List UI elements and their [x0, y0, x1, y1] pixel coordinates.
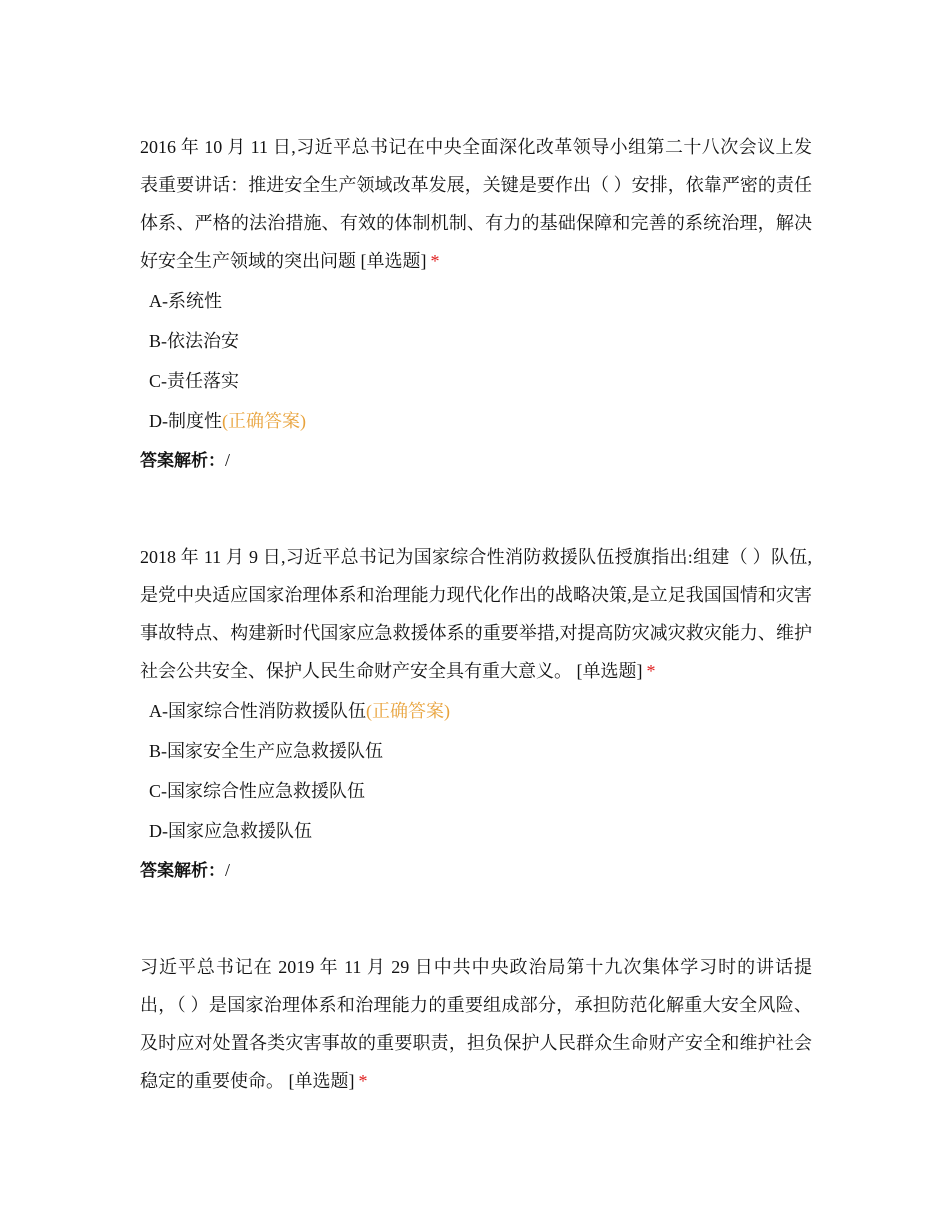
option-label: B-依法治安: [149, 331, 239, 351]
question-text: [140, 128, 812, 280]
required-marker: *: [430, 251, 440, 271]
option-label: D-国家应急救援队伍: [149, 821, 312, 841]
option-label: C-责任落实: [149, 371, 239, 391]
option-d[interactable]: [140, 401, 812, 441]
analysis-value: /: [225, 450, 231, 470]
option-label: A-系统性: [149, 291, 222, 311]
option-a[interactable]: [140, 281, 812, 321]
option-a[interactable]: [140, 691, 812, 731]
option-label: D-制度性: [149, 411, 222, 431]
correct-answer-tag: (正确答案): [222, 411, 306, 431]
question-stem: 2016 年 10 月 11 日,习近平总书记在中央全面深化改革领导小组第二十八次会议上发表重要讲话：推进安全生产领域改革发展，关键是要作出（ ）安排，依靠严密的责任体系、严格的法治措施、有效的体制机制、有力的基础保障和完善的系统治理，解决好安全生产领域的突出问题: [140, 137, 812, 271]
analysis-value: /: [225, 860, 231, 880]
option-b[interactable]: [140, 731, 812, 771]
question-stem: 2018 年 11 月 9 日,习近平总书记为国家综合性消防救援队伍授旗指出:组建（ ）队伍,是党中央适应国家治理体系和治理能力现代化作出的战略决策,是立足我国国情和灾害事故特点、构建新时代国家应急救援体系的重要举措,对提高防灾减灾救灾能力、维护社会公共安全、保护人民生命财产安全具有重大意义。: [140, 547, 812, 681]
answer-analysis: [140, 441, 812, 480]
correct-answer-tag: (正确答案): [366, 701, 450, 721]
option-c[interactable]: [140, 361, 812, 401]
option-d[interactable]: [140, 811, 812, 851]
question-text: [140, 948, 812, 1100]
options-list: [140, 691, 812, 851]
options-list: [140, 281, 812, 441]
option-label: C-国家综合性应急救援队伍: [149, 781, 365, 801]
question-stem: 习近平总书记在 2019 年 11 月 29 日中共中央政治局第十九次集体学习时的讲话提出，（ ）是国家治理体系和治理能力的重要组成部分，承担防范化解重大安全风险、及时应对处置各类灾害事故的重要职责，担负保护人民群众生命财产安全和维护社会稳定的重要使命。: [140, 957, 812, 1091]
question-text: [140, 538, 812, 690]
option-b[interactable]: [140, 321, 812, 361]
option-c[interactable]: [140, 771, 812, 811]
question-3: [140, 948, 812, 1100]
option-label: B-国家安全生产应急救援队伍: [149, 741, 383, 761]
question-1: [140, 128, 812, 480]
question-type: [单选题]: [576, 661, 643, 681]
required-marker: *: [646, 661, 656, 681]
question-type: [单选题]: [360, 251, 427, 271]
answer-analysis: [140, 851, 812, 890]
question-2: [140, 538, 812, 890]
option-label: A-国家综合性消防救援队伍: [149, 701, 366, 721]
question-type: [单选题]: [288, 1071, 355, 1091]
quiz-document: [140, 128, 812, 1158]
analysis-label: 答案解析：: [140, 451, 225, 471]
analysis-label: 答案解析：: [140, 861, 225, 881]
required-marker: *: [358, 1071, 368, 1091]
